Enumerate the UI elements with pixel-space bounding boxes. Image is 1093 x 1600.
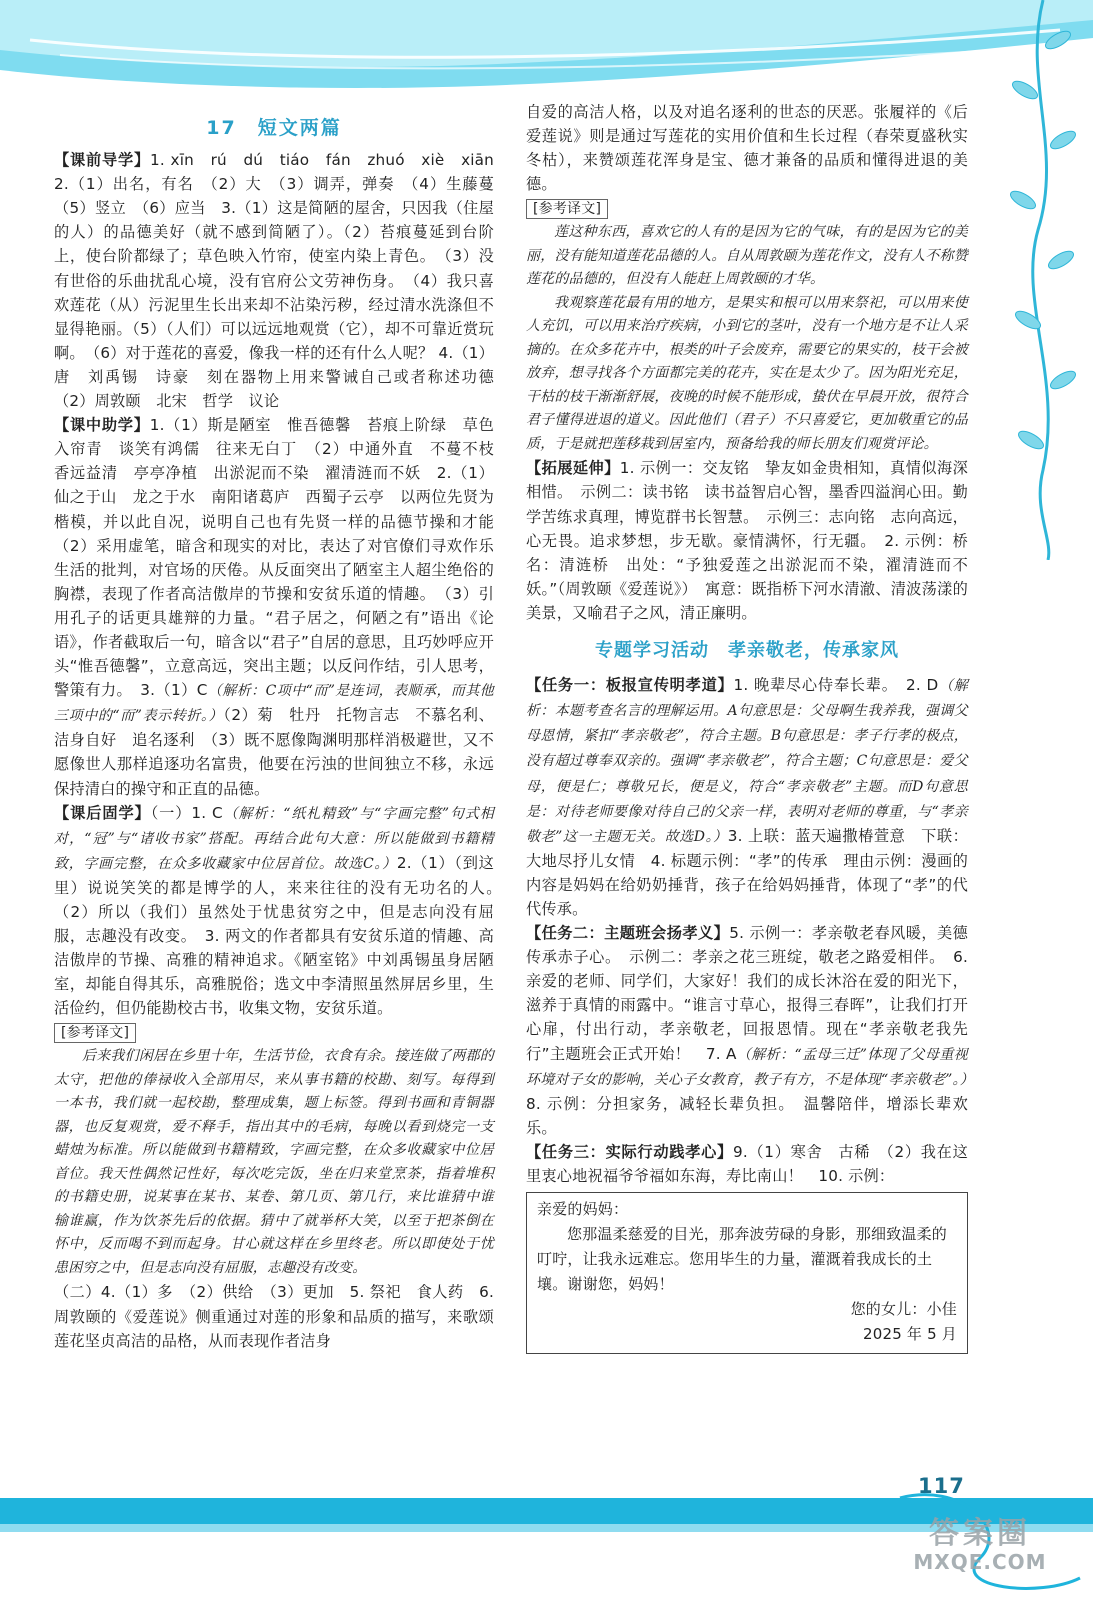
section-text: 1. 晚辈尽心侍奉长辈。 2. D	[733, 676, 939, 695]
section-text: 8. 示例：分担家务，减轻长辈负担。 温馨陪伴，增添长辈欢乐。	[526, 1094, 968, 1137]
section-label: 【课前导学】	[54, 151, 150, 170]
section-text: （2）菊 牡丹 托物言志 不慕名利、洁身自好 追名逐利 （3）既不愿像陶渊明那样消极避世，又不愿像世人那样追逐功名富贵，他要在污浊的世间独立不移，永远保持清白的操守和正直的品德。	[54, 706, 494, 798]
reference-translation-label: [参考译文]	[54, 1023, 136, 1043]
section-label: 【任务二：主题班会扬孝义】	[526, 924, 730, 943]
letter-body: 您那温柔慈爱的目光，那奔波劳碌的身影，那细致温柔的叮咛，让我永远难忘。您用毕生的力量，灌溉着我成长的土壤。谢谢您，妈妈！	[537, 1225, 948, 1294]
post-class-section	[54, 801, 510, 1021]
section-text: 1.（1）斯是陋室 惟吾德馨 苔痕上阶绿 草色入帘青 谈笑有鸿儒 往来无白丁 （2）中通外直 不蔓不枝 香远益清 亭亭净植 出淤泥而不染 濯清涟而不妖 2.（1）仙之于山 龙之于水 南阳诸葛庐 西蜀子云亭 以两位先贤为楷模，并以此自况，说明自己也有先贤一样的品德节操和才能 （2）采用虚笔，暗含和现实的对比，表达了对官僚们寻欢作乐生活的批判，对官场的厌倦。从反面突出了陋室主人超尘绝俗的胸襟，表现了作者高洁傲岸的节操和安贫乐道的情趣。 （3）引用孔子的话更具雄辩的力量。“君子居之，何陋之有”语出《论语》，作者截取后一句，暗含以“君子”自居的意思，且巧妙呼应开头“惟吾德馨”，立意高远，突出主题；以反问作结，引人思考，警策有力。 3.（1）C	[54, 416, 510, 700]
section-label: 【任务三：实际行动践孝心】	[526, 1142, 733, 1161]
analysis-note: （解析：“孟母三迁”体现了父母重视环境对子女的影响，关心子女教育，教子有方，不是体现“孝亲敬老”。）	[526, 1046, 974, 1088]
section-text: 1. 示例一：交友铭 挚友如金贵相知，真情似海深相惜。 示例二：读书铭 读书益智启心智，墨香四溢润心田。勤学苦练求真理，博览群书长智慧。 示例三：志向铭 志向高远，心无畏。追求梦想，步无歇。豪情满怀，行无疆。 2. 示例：桥名：清涟桥 出处：“予独爱莲之出淤泥而不染，濯清涟而不妖。”（周敦颐《爱莲说》） 寓意：既指桥下河水清澈、清波荡漾的美景，又喻君子之风，清正廉明。	[526, 459, 968, 622]
section-text: 2.（1）（到这里）说说笑笑的都是博学的人，来来往往的没有无功名的人。 （2）所以（我们）虽然处于忧患贫穷之中，但是志向没有屈服，志趣没有改变。 3. 两文的作者都具有安贫乐道的情趣、高洁傲岸的节操、高雅的精神追求。《陋室铭》中刘禹锡虽身居陋室，却能自得其乐，高雅脱俗；选文中李清照虽然屏居乡里，生活俭约，但仍能勘校古书，收集文物，安贫乐道。	[54, 853, 510, 1018]
task-three-section	[526, 1140, 968, 1188]
letter-date: 2025 年 5 月	[862, 1325, 957, 1344]
analysis-note: （解析：C项中“而”是连词，表顺承，而其他三项中的“而”表示转折。）	[54, 683, 494, 725]
section-label: 【课后固学】	[54, 803, 151, 822]
section-text: 1. xīn rú dú tiáo fán zhuó xiè xiān 2.（1）出名，有名 （2）大 （3）调弄，弹奏 （4）生藤蔓 （5）竖立 （6）应当 3.（1）这是简陋的屋舍，只因我（住屋的人）的品德美好（就不感到简陋了）。（2）苔痕蔓延到台阶上，使台阶都绿了；草色映入竹帘，使室内染上青色。 （3）没有世俗的乐曲扰乱心境，没有官府公文劳神伤身。 （4）我只喜欢莲花（从）污泥里生长出来却不沾染污秽，经过清水洗涤但不显得艳丽。（5）（人们）可以远远地观赏（它），却不可靠近赏玩啊。 （6）对于莲花的喜爱，像我一样的还有什么人呢？ 4.（1）唐 刘禹锡 诗豪 刻在器物上用来警诫自己或者称述功德 （2）周敦颐 北宋 哲学 议论	[54, 151, 510, 411]
task-two-section	[526, 921, 974, 1140]
extension-section	[526, 456, 968, 625]
analysis-note: （解析：本题考查名言的理解运用。A句意思是：父母啊生我养我，强调父母恩情，紧扣“孝亲敬老”，符合主题。B句意思是：孝子行孝的极点，没有超过尊奉双亲的。强调“孝亲敬老”，符合主题；C句意思是：爱父母，便是仁；尊敬兄长，便是义，符合“孝亲敬老”主题。而D句意思是：对待老师要像对待自己的父亲一样，表明对老师的尊重，与“孝亲敬老”这一主题无关。故选D。）	[526, 678, 968, 845]
task-one-section	[526, 673, 968, 921]
section-text: 3. 上联：蓝天遍撒椿萱意 下联：大地尽抒儿女情 4. 标题示例：“孝”的传承 理由示例：漫画的内容是妈妈在给奶奶捶背，孩子在给妈妈捶背，体现了“孝”的代代传承。	[526, 826, 969, 918]
section-label: 【拓展延伸】	[526, 459, 620, 478]
pre-class-section	[54, 148, 510, 413]
section-text: （二）4.（1）多 （2）供给 （3）更加 5. 祭祀 食人药 6. 周敦颐的《爱莲说》侧重通过对莲的形象和品质的描写，来歌颂莲花坚贞高洁的品格，从而表现作者洁身	[54, 1283, 494, 1350]
section-text: 5. 示例一：孝亲敬老春风暖，美德传承赤子心。 示例二：孝亲之花三班绽，敬老之路爱相伴。 6. 亲爱的老师、同学们，大家好！我们的成长沐浴在爱的阳光下，滋养于真情的雨露中。“谁言寸草心，报得三春晖”，让我们打开心扉，付出行动，孝亲敬老，回报恩情。现在“孝亲敬老我先行”主题班会正式开始！ 7. A	[526, 924, 969, 1063]
lesson-title: 17 短文两篇	[206, 117, 342, 139]
letter-greeting: 亲爱的妈妈：	[537, 1200, 629, 1219]
section-text: 自爱的高洁人格，以及对追名逐利的世态的厌恶。张履祥的《后爱莲说》则是通过写莲花的实用价值和生长过程（春荣夏盛秋实冬枯），来赞颂莲花浑身是宝、德才兼备的品质和懂得进退的美德。	[526, 103, 968, 194]
watermark-url: MXQE.COM	[913, 1550, 1047, 1574]
analysis-note: （解析：“纸札精致”与“字画完整”句式相对，“冠”与“诸收书家”搭配。再结合此句大意：所以能做到书籍精致，字画完整，在众多收藏家中位居首位。故选C。）	[54, 805, 494, 872]
watermark	[880, 1508, 1080, 1588]
reference-translation-label: [参考译文]	[526, 199, 608, 219]
translation-paragraph: 后来我们闲居在乡里十年，生活节俭，衣食有余。接连做了两郡的太守，把他的俸禄收入全部用尽，来从事书籍的校勘、刻写。每得到一本书，我们就一起校勘，整理成集，题上标签。得到书画和青铜器器，也反复观赏，爱不释手，指出其中的毛病，每晚以看到烧完一支蜡烛为标准。所以能做到书籍精致，字画完整，在众多收藏家中位居首位。我天性偶然记性好，每次吃完饭，坐在归来堂烹茶，指着堆积的书籍史册，说某事在某书、某卷、第几页、第几行，来比谁猜中谁输谁赢，作为饮茶先后的依据。猜中了就举杯大笑，以至于把茶倒在怀中，反而喝不到而起身。甘心就这样在乡里终老。所以即使处于忧患困穷之中，但是志向没有屈服，志趣没有改变。	[54, 1048, 494, 1276]
sample-letter-box	[526, 1192, 968, 1354]
left-column	[54, 100, 510, 1353]
watermark-text: 答案圈	[929, 1516, 1031, 1551]
vine-decoration	[983, 0, 1093, 560]
right-column	[526, 100, 974, 1354]
section-text: （一）1. C	[150, 803, 223, 822]
section-text: 9.（1）寒舍 古稀 （2）我在这里衷心地祝福爷爷福如东海，寿比南山！ 10. 示例：	[526, 1142, 968, 1185]
top-decorative-band	[0, 0, 1093, 95]
section-label: 【任务一：板报宣传明孝道】	[526, 676, 734, 695]
translation-paragraph: 莲这种东西，喜欢它的人有的是因为它的气味，有的是因为它的美丽，没有能知道莲花品德的人。自从周敦颐为莲花作文，没有人不称赞莲花的品德的，但没有人能赶上周敦颐的才华。	[526, 224, 968, 288]
topic-activity-title: 专题学习活动 孝亲敬老，传承家风	[595, 640, 899, 662]
page-number: 117	[918, 1474, 965, 1498]
reference-translation	[526, 221, 968, 456]
translation-paragraph: 我观察莲花最有用的地方，是果实和根可以用来祭祀，可以用来使人充饥，可以用来治疗疾病，小到它的茎叶，没有一个地方是不让人采摘的。在众多花卉中，根类的叶子会废弃，需要它的果实的，枝干会被放弃，想寻找各个方面都完美的花卉，实在是太少了。因为阳光充足，干枯的枝干渐渐舒展，夜晚的时候不能形成，蛰伏在早晨开放，很符合君子懂得进退的道义。因此他们（君子）不只喜爱它，更加敬重它的品质，于是就把莲移栽到居室内，预备给我的师长朋友们观赏评论。	[526, 294, 968, 452]
letter-signature: 您的女儿：小佳	[850, 1300, 957, 1319]
in-class-section	[54, 413, 510, 801]
reference-translation	[54, 1045, 494, 1280]
section-label: 【课中助学】	[54, 416, 150, 435]
